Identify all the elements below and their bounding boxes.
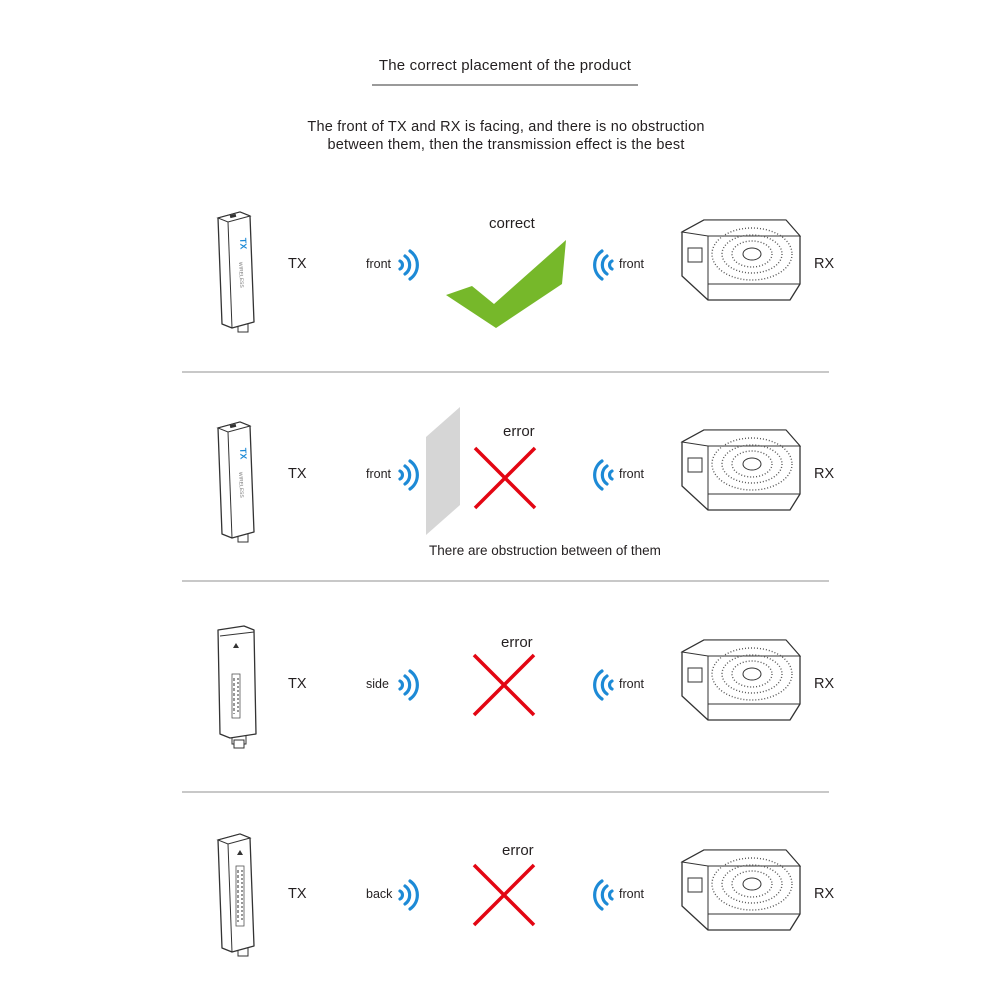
tx-dongle-front-image	[214, 210, 254, 340]
rx-label: RX	[814, 466, 835, 482]
placement-row-correct	[0, 160, 1000, 360]
status-label: error	[502, 842, 534, 859]
rx-receiver-box-image	[678, 424, 808, 514]
tx-facing-label: side	[366, 677, 389, 691]
tx-label: TX	[288, 466, 307, 482]
rx-label: RX	[814, 676, 835, 692]
rx-facing-label: front	[619, 887, 645, 901]
svg-text:WIRELESS: WIRELESS	[237, 471, 245, 498]
page-title: The correct placement of the product	[378, 57, 632, 74]
signal-waves-icon	[396, 878, 420, 912]
tx-dongle-front-image	[214, 420, 254, 550]
title-underline	[372, 84, 638, 86]
rx-label: RX	[814, 256, 835, 272]
obstruction-panel-image	[426, 407, 466, 537]
rx-facing-label: front	[619, 257, 645, 271]
rx-receiver-box-image	[678, 634, 808, 724]
svg-text:WIRELESS: WIRELESS	[237, 261, 245, 288]
status-label: correct	[489, 215, 535, 232]
rx-facing-label: front	[619, 677, 645, 691]
tx-facing-label: front	[366, 257, 392, 271]
signal-waves-icon	[592, 248, 616, 282]
subtitle-line-1: The front of TX and RX is facing, and there is no obstruction	[307, 119, 705, 135]
tx-dongle-back-image	[214, 832, 254, 962]
tx-dongle-side-image	[214, 624, 260, 754]
signal-waves-icon	[592, 458, 616, 492]
placement-row-back	[0, 790, 1000, 990]
rx-receiver-box-image	[678, 844, 808, 934]
cross-mark-icon	[473, 446, 537, 510]
tx-facing-label: front	[366, 467, 392, 481]
cross-mark-icon	[472, 653, 536, 717]
placement-row-obstruction	[0, 370, 1000, 570]
rx-facing-label: front	[619, 467, 645, 481]
svg-text:TX: TX	[238, 237, 249, 250]
status-label: error	[501, 634, 533, 651]
tx-label: TX	[288, 886, 307, 902]
tx-label: TX	[288, 256, 307, 272]
tx-facing-label: back	[366, 887, 393, 901]
obstruction-note: There are obstruction between of them	[429, 543, 661, 558]
svg-text:TX: TX	[238, 447, 249, 460]
signal-waves-icon	[592, 668, 616, 702]
signal-waves-icon	[396, 248, 420, 282]
placement-row-side	[0, 580, 1000, 780]
signal-waves-icon	[592, 878, 616, 912]
tx-label: TX	[288, 676, 307, 692]
rx-label: RX	[814, 886, 835, 902]
cross-mark-icon	[472, 863, 536, 927]
signal-waves-icon	[396, 458, 420, 492]
subtitle-line-2: between them, then the transmission effect is the best	[327, 137, 685, 153]
status-label: error	[503, 423, 535, 440]
rx-receiver-box-image	[678, 214, 808, 304]
page-subtitle	[0, 118, 1000, 154]
signal-waves-icon	[396, 668, 420, 702]
check-mark-icon	[444, 238, 574, 338]
